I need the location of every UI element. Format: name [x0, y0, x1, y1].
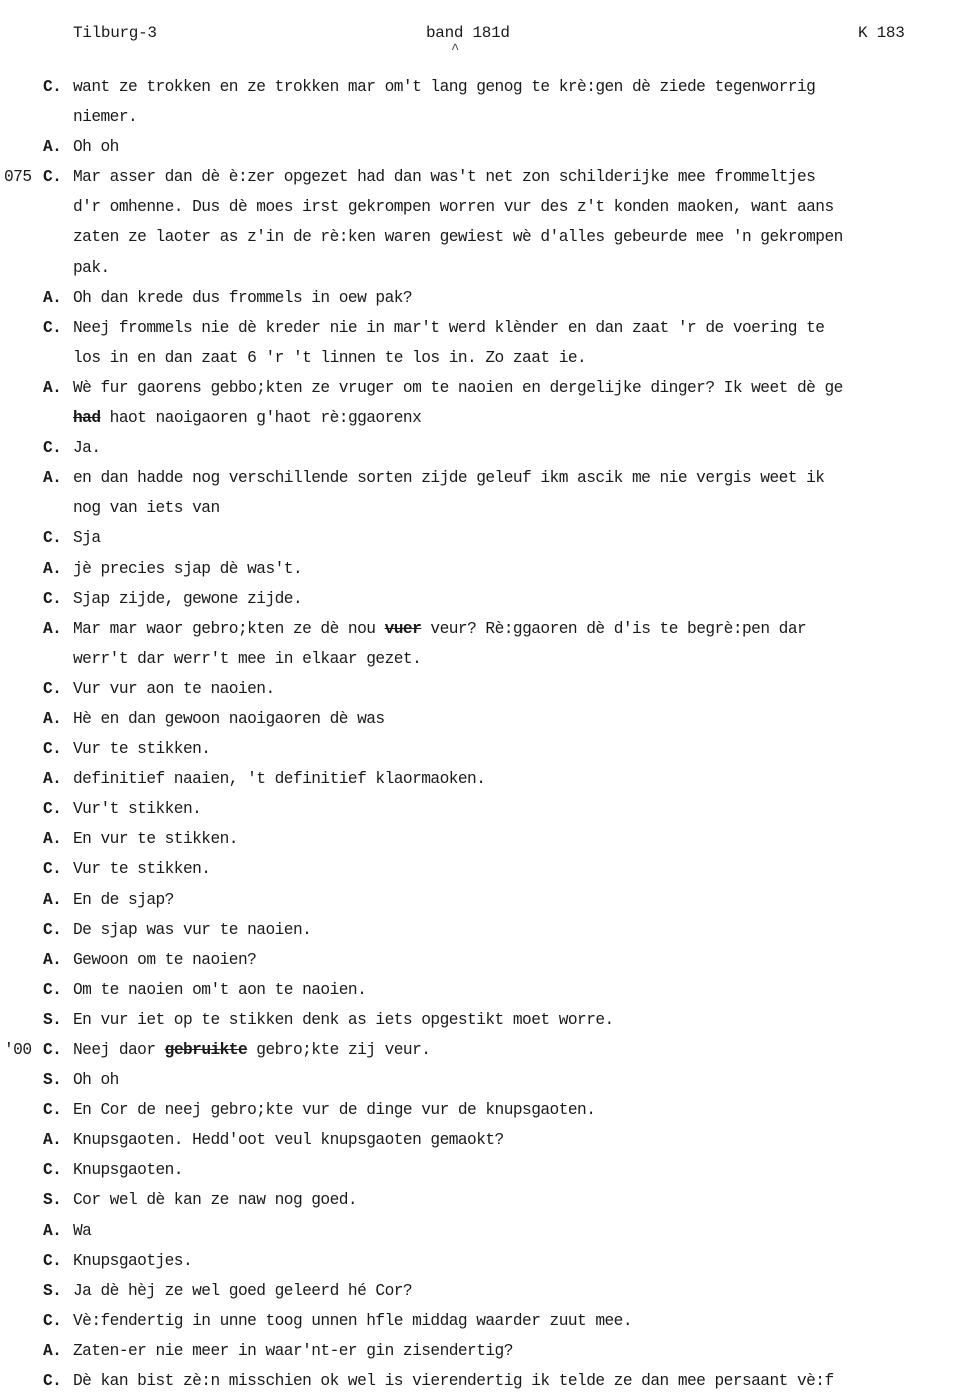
speaker-label: C.: [43, 318, 62, 337]
utterance-text-main: Cor wel dè kan ze naw nog goed.: [73, 1191, 358, 1210]
utterance-text-main: Om te naoien om't aon te naoien.: [73, 980, 367, 999]
transcript-line: [0, 764, 973, 794]
speaker-label: C.: [43, 168, 62, 187]
transcript-line: [0, 1246, 973, 1276]
utterance-text-main: veur? Rè:ggaoren dè d'is te begrè:pen dar: [421, 619, 807, 638]
transcript-line: [0, 222, 973, 252]
transcript-line: [0, 945, 973, 975]
utterance-text-before: Neej daor: [73, 1041, 165, 1059]
speaker-label: S.: [43, 1281, 62, 1300]
speaker-label: A.: [43, 1341, 62, 1360]
transcript-line: [0, 734, 973, 764]
utterance-text-main: los in en dan zaat 6 'r 't linnen te los in. Zo zaat ie.: [73, 348, 587, 367]
utterance-text-main: Gewoon om te naoien?: [73, 950, 257, 969]
utterance-text-main: Vur't stikken.: [73, 800, 202, 819]
utterance-text: [73, 1276, 412, 1306]
transcript-line: [0, 132, 973, 162]
speaker-label: C.: [43, 1251, 62, 1270]
speaker-label: C.: [43, 980, 62, 999]
utterance-text-main: Wè fur gaorens gebbo;kten ze vruger om te naoien en dergelijke dinger? Ik weet dè ge: [73, 378, 843, 397]
utterance-text: [73, 1336, 513, 1366]
header-location: Tilburg-3: [73, 24, 157, 42]
utterance-text-before: Mar mar waor gebro;kten ze dè nou: [73, 619, 385, 638]
utterance-text-main: Dè kan bist zè:n misschien ok wel is vierendertig ik telde ze dan mee persaant vè:f: [73, 1372, 834, 1391]
transcript-line: [0, 343, 973, 373]
transcript-line: [0, 1005, 973, 1035]
utterance-text: [73, 1185, 357, 1215]
utterance-text: [73, 1155, 183, 1185]
utterance-text: [73, 824, 238, 854]
utterance-text: [73, 222, 843, 252]
utterance-text: [73, 403, 421, 433]
line-counter: '00: [4, 1041, 32, 1059]
transcript-line: [0, 1095, 973, 1125]
utterance-text-main: En vur iet op te stikken denk as iets opgestikt moet worre.: [73, 1010, 614, 1029]
header-tape: band 181d: [426, 24, 510, 42]
transcript-line: [0, 1065, 973, 1095]
line-counter: 075: [4, 168, 32, 187]
transcript-line: [0, 674, 973, 704]
utterance-text-main: Vur te stikken.: [73, 740, 211, 759]
utterance-text-main: Sjap zijde, gewone zijde.: [73, 589, 303, 608]
utterance-text-main: Ja.: [73, 439, 101, 458]
utterance-text: [73, 1246, 192, 1276]
speaker-label: A.: [43, 378, 62, 397]
utterance-text-main: Zaten-er nie meer in waar'nt-er gin zisendertig?: [73, 1341, 513, 1360]
speaker-label: A.: [43, 619, 62, 638]
utterance-text: [73, 915, 311, 945]
transcript-line: [0, 1336, 973, 1366]
utterance-text: [73, 72, 815, 102]
utterance-text-main: Vè:fendertig in unne toog unnen hfle middag waarder zuut mee.: [73, 1311, 633, 1330]
speaker-label: S.: [43, 1010, 62, 1029]
transcript-line: [0, 554, 973, 584]
insertion-caret-mark: ^: [451, 42, 460, 58]
utterance-text-main: nog van iets van: [73, 499, 220, 518]
utterance-text: [73, 674, 275, 704]
transcript-line: [0, 885, 973, 915]
transcript-line: [0, 1125, 973, 1155]
speaker-label: A.: [43, 1131, 62, 1150]
utterance-text-main: Ja dè hèj ze wel goed geleerd hé Cor?: [73, 1281, 413, 1300]
transcript-line: [0, 373, 973, 403]
speaker-label: C.: [43, 679, 62, 698]
utterance-text: [73, 162, 815, 192]
transcript-line: [0, 433, 973, 463]
struck-out-word: vuer: [384, 619, 422, 638]
utterance-text: [73, 794, 201, 824]
utterance-text: [73, 945, 256, 975]
utterance-text: [73, 373, 843, 403]
transcript-line: [0, 1035, 973, 1065]
utterance-text-main: niemer.: [73, 108, 138, 127]
utterance-text-main: En de sjap?: [73, 890, 174, 909]
speaker-label: C.: [43, 740, 62, 759]
utterance-text-main: Knupsgaoten. Hedd'oot veul knupsgaoten gemaokt?: [73, 1131, 504, 1150]
transcript-line: [0, 644, 973, 674]
speaker-label: A.: [43, 559, 62, 578]
utterance-text-main: Knupsgaotjes.: [73, 1251, 193, 1270]
utterance-text-main: Neej frommels nie dè kreder nie in mar't werd klènder en dan zaat 'r de voering te: [73, 318, 825, 337]
utterance-text-main: werr't dar werr't mee in elkaar gezet.: [73, 649, 422, 668]
utterance-text: [73, 1065, 119, 1095]
utterance-text: [73, 854, 210, 884]
utterance-text: [73, 343, 586, 373]
transcript-line: [0, 1276, 973, 1306]
transcript-line: [0, 72, 973, 102]
utterance-text: [73, 975, 366, 1005]
utterance-text-main: Oh oh: [73, 1071, 119, 1090]
speaker-label: C.: [43, 439, 62, 458]
speaker-label: C.: [43, 1372, 62, 1391]
utterance-text-main: haot naoigaoren g'haot rè:ggaorenx: [109, 409, 422, 428]
utterance-text: [73, 764, 485, 794]
utterance-text-main: Oh oh: [73, 138, 119, 157]
utterance-text: [73, 192, 834, 222]
transcript-line: [0, 162, 973, 192]
speaker-label: A.: [43, 1221, 62, 1240]
struck-out-word: gebruikte: [164, 1041, 248, 1059]
utterance-text-main: gebro;kte zij veur.: [247, 1041, 431, 1059]
utterance-text: [73, 493, 220, 523]
transcript-line: [0, 794, 973, 824]
utterance-text: [73, 433, 101, 463]
utterance-text: [73, 1366, 834, 1396]
utterance-text: [73, 734, 210, 764]
speaker-label: C.: [43, 1161, 62, 1180]
speaker-label: A.: [43, 830, 62, 849]
transcript-line: [0, 283, 973, 313]
transcript-line: [0, 523, 973, 553]
utterance-text: [73, 885, 174, 915]
transcript-line: [0, 975, 973, 1005]
speaker-label: A.: [43, 770, 62, 789]
utterance-text-main: Mar asser dan dè è:zer opgezet had dan was't net zon schilderijke mee frommeltjes: [73, 168, 816, 187]
utterance-text: [73, 614, 806, 644]
utterance-text-main: Hè en dan gewoon naoigaoren dè was: [73, 709, 385, 728]
speaker-label: C.: [43, 800, 62, 819]
speaker-label: C.: [43, 1101, 62, 1120]
utterance-text: [73, 463, 824, 493]
transcript-line: [0, 1155, 973, 1185]
speaker-label: C.: [43, 920, 62, 939]
speaker-label: A.: [43, 950, 62, 969]
transcript-line: [0, 915, 973, 945]
speaker-label: S.: [43, 1191, 62, 1210]
speaker-label: C.: [43, 1041, 62, 1059]
utterance-text-main: Vur te stikken.: [73, 860, 211, 879]
utterance-text: [73, 1125, 504, 1155]
utterance-text-main: En Cor de neej gebro;kte vur de dinge vur de knupsgaoten.: [73, 1101, 596, 1120]
transcript-line: [0, 313, 973, 343]
utterance-text: [73, 1035, 430, 1065]
struck-out-word: had: [73, 409, 101, 428]
speaker-label: A.: [43, 288, 62, 307]
transcript-line: [0, 192, 973, 222]
utterance-text: [73, 704, 385, 734]
speaker-label: A.: [43, 890, 62, 909]
transcript-line: [0, 1306, 973, 1336]
header-page-number: K 183: [858, 24, 905, 42]
utterance-text-main: d'r omhenne. Dus dè moes irst gekrompen worren vur des z't konden maoken, want aans: [73, 198, 834, 217]
utterance-text-main: Sja: [73, 529, 101, 548]
utterance-text: [73, 1005, 614, 1035]
utterance-text-main: Wa: [73, 1221, 92, 1240]
transcript-line: [0, 253, 973, 283]
speaker-label: C.: [43, 529, 62, 548]
transcript-line: [0, 403, 973, 433]
utterance-text: [73, 584, 302, 614]
utterance-text-main: want ze trokken en ze trokken mar om't lang genog te krè:gen dè ziede tegenworrig: [73, 78, 816, 96]
utterance-text-main: Knupsgaoten.: [73, 1161, 183, 1180]
utterance-text: [73, 523, 101, 553]
speaker-label: C.: [43, 860, 62, 879]
speaker-label: A.: [43, 138, 62, 157]
utterance-text: [73, 1095, 595, 1125]
utterance-text-main: pak.: [73, 258, 110, 277]
speaker-label: A.: [43, 709, 62, 728]
speaker-label: C.: [43, 1311, 62, 1330]
transcript-line: [0, 1216, 973, 1246]
utterance-text: [73, 283, 412, 313]
speaker-label: C.: [43, 78, 62, 96]
speaker-label: A.: [43, 469, 62, 488]
transcript-line: [0, 614, 973, 644]
utterance-text: [73, 102, 137, 132]
transcript-line: [0, 854, 973, 884]
utterance-text-main: zaten ze laoter as z'in de rè:ken waren gewiest wè d'alles gebeurde mee 'n gekrompen: [73, 228, 843, 247]
utterance-text: [73, 1306, 632, 1336]
utterance-text-main: En vur te stikken.: [73, 830, 238, 849]
utterance-text: [73, 253, 110, 283]
speaker-label: C.: [43, 589, 62, 608]
utterance-text: [73, 644, 421, 674]
utterance-text: [73, 132, 119, 162]
utterance-text-main: Oh dan krede dus frommels in oew pak?: [73, 288, 413, 307]
utterance-text: [73, 313, 824, 343]
transcript-line: [0, 493, 973, 523]
transcript-line: [0, 463, 973, 493]
utterance-text: [73, 554, 302, 584]
transcript-line: [0, 1366, 973, 1396]
transcript-line: [0, 102, 973, 132]
transcript-lines: [0, 72, 973, 1396]
utterance-text-main: definitief naaien, 't definitief klaormaoken.: [73, 770, 486, 789]
speaker-label: S.: [43, 1071, 62, 1090]
utterance-text-main: De sjap was vur te naoien.: [73, 920, 312, 939]
utterance-text-main: Vur vur aon te naoien.: [73, 679, 275, 698]
utterance-text: [73, 1216, 91, 1246]
transcript-line: [0, 1185, 973, 1215]
utterance-text-main: en dan hadde nog verschillende sorten zijde geleuf ikm ascik me nie vergis weet ik: [73, 469, 825, 488]
utterance-text-main: jè precies sjap dè was't.: [73, 559, 303, 578]
transcript-line: [0, 584, 973, 614]
transcript-line: [0, 824, 973, 854]
transcript-line: [0, 704, 973, 734]
